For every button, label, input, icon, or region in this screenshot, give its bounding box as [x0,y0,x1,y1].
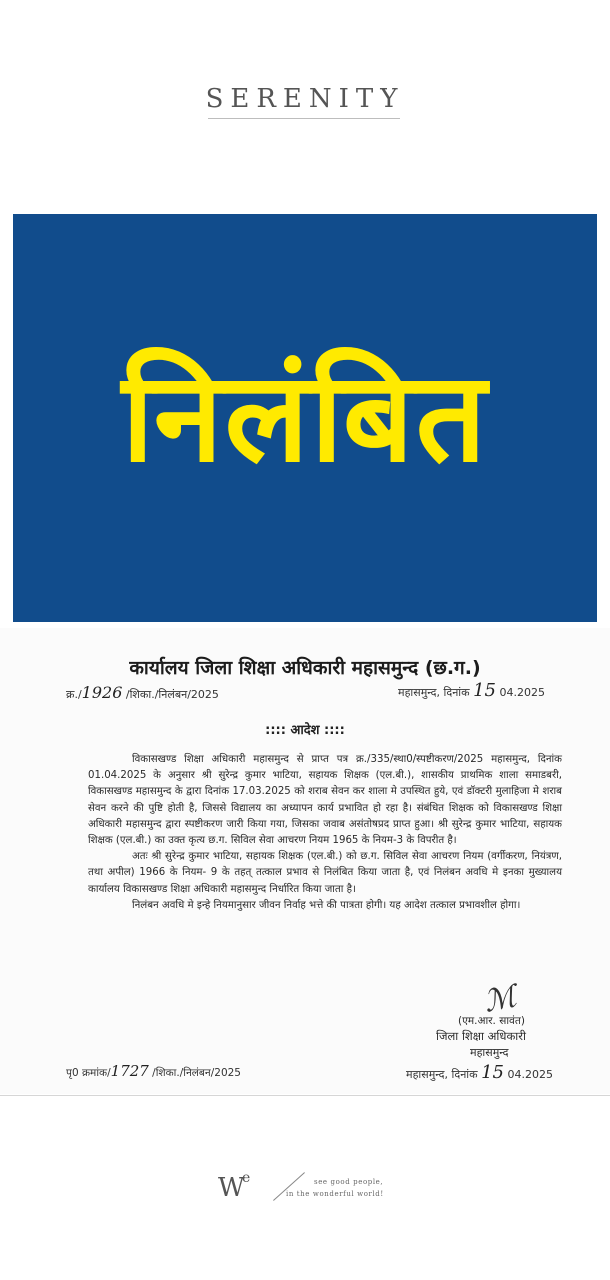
brand-name: SERENITY [205,84,405,114]
endorsement-date-rest: 04.2025 [504,1068,553,1081]
order-date [398,680,545,701]
ref-prefix: क्र./ [66,688,82,701]
order-body [88,752,562,914]
order-heading: :::: आदेश :::: [265,723,345,738]
signatory-place: महासमुन्द [470,1046,509,1059]
date-prefix: महासमुन्द, दिनांक [398,686,470,699]
endorsement-date-prefix: महासमुन्द, दिनांक [406,1068,478,1081]
paragraph-2: अतः श्री सुरेन्द्र कुमार भाटिया, सहायक शिक्षक (एल.बी.) को छ.ग. सिविल सेवा आचरण नियम (वर्गीकरण, नियंत्रण, तथा अपील) 1966 के नियम- 9 के तहत् तत्काल प्रभाव से निलंबित किया जाता है, एवं निलंबन अवधि मे इनका मुख्यालय कार्यालय विकासखण्ड शिक्षा अधिकारी महासमुन्द निर्धारित किया जाता है। [88,851,562,895]
ref-number: 1926 [81,683,123,702]
brand-underline [208,118,400,119]
watermark-tagline-2: in the wonderful world! [286,1190,384,1198]
date-day: 15 [473,680,497,701]
banner-headline: निलंबित [121,346,489,490]
document-divider [0,1095,610,1096]
endorsement-prefix: पृ0 क्रमांक/ [66,1067,111,1079]
watermark-letter: W [218,1173,245,1203]
suspension-banner [13,214,597,622]
watermark-superscript: e [242,1170,251,1186]
paragraph-3: निलंबन अवधि मे इन्हे नियमानुसार जीवन निर्वाह भत्ते की पात्रता होगी। यह आदेश तत्काल प्रभावशील होगा। [132,899,521,911]
endorsement-suffix: /शिका./निलंबन/2025 [148,1067,241,1079]
order-document [0,628,610,1094]
reference-number [66,683,219,702]
signatory-name: (एम.आर. सावंत) [458,1015,525,1027]
ref-suffix: /शिका./निलंबन/2025 [122,688,219,701]
signatory-title: जिला शिक्षा अधिकारी [436,1029,526,1043]
paragraph-1: विकासखण्ड शिक्षा अधिकारी महासमुन्द से प्राप्त पत्र क्र./335/स्था0/स्पष्टीकरण/2025 महासमुन्द, दिनांक 01.04.2025 के अनुसार श्री सुरेन्द्र कुमार भाटिया, सहायक शिक्षक (एल.बी.), शासकीय प्राथमिक शाला समाडबरी, विकासखण्ड महासमुन्द के द्वारा दिनांक 17.03.2025 को शराब सेवन कर शाला मे उपस्थित हुये, एवं डॉक्टरी मुलाहिजा मे शराब सेवन करने की पुष्टि होती है, जिससे विद्यालय का अध्यापन कार्य प्रभावित हो रहा है। संबंधित शिक्षक को विकासखण्ड शिक्षा अधिकारी महासमुन्द द्वारा स्पष्टीकरण जारी किया गया, जिसका जवाब असंतोषप्रद प्राप्त हुआ। श्री सुरेन्द्र कुमार भाटिया, सहायक शिक्षक (एल.बी.) का उक्त कृत्य छ.ग. सिविल सेवा आचरण नियम 1965 के नियम-3 के विपरीत है। [88,754,562,847]
endorsement-date-day: 15 [481,1062,505,1083]
watermark-logo [216,1166,416,1206]
date-rest: 04.2025 [496,686,545,699]
endorsement-num: 1727 [110,1062,149,1080]
watermark-tagline-1: see good people, [314,1178,384,1186]
endorsement-date [406,1062,553,1083]
office-title: कार्यालय जिला शिक्षा अधिकारी महासमुन्द (छ.ग.) [129,657,481,679]
endorsement-number [66,1062,241,1080]
signature-scribble: ℳ [480,979,520,1020]
